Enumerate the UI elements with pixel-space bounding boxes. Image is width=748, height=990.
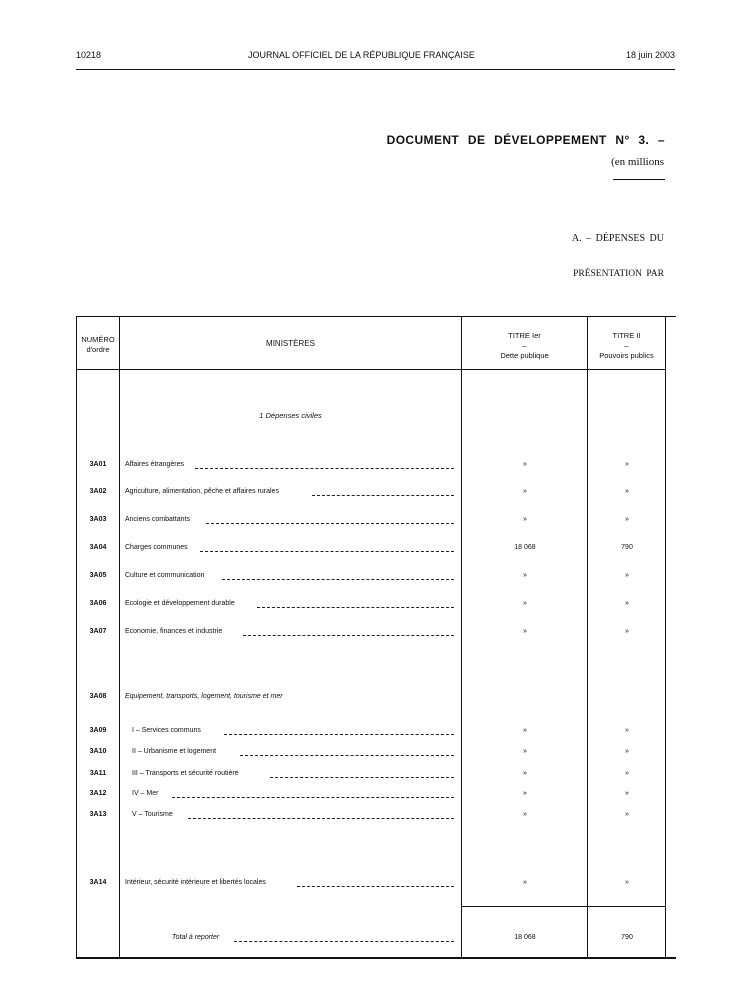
row-titre1: »	[523, 516, 527, 523]
row-label: Agriculture, alimentation, pêche et affaires rurales	[125, 488, 279, 495]
row-titre1: »	[523, 879, 527, 886]
row-titre2: »	[625, 790, 629, 797]
row-titre2: »	[625, 516, 629, 523]
row-code: 3A13	[89, 811, 107, 818]
row-code: 3A09	[89, 727, 107, 734]
row-label: Equipement, transports, logement, tourisme et mer	[125, 693, 283, 700]
row-label: Intérieur, sécurité intérieure et libertés locales	[125, 879, 266, 886]
page-date: 18 juin 2003	[625, 50, 675, 60]
row-code: 3A12	[89, 790, 107, 797]
leader-dots	[243, 635, 454, 636]
total-titre1: 18 068	[514, 934, 536, 941]
leader-dots	[240, 755, 454, 756]
col-header-ministeres: MINISTÈRES	[266, 339, 315, 348]
row-titre2: »	[625, 811, 629, 818]
row-titre1: »	[523, 600, 527, 607]
unit-note: (en millions	[611, 156, 664, 168]
row-code: 3A10	[89, 748, 107, 755]
col-divider	[665, 316, 666, 958]
total-label: Total à reporter	[172, 934, 220, 941]
group-heading: 1 Dépenses civiles	[259, 411, 322, 420]
row-label: I – Services communs	[132, 727, 201, 734]
row-label: III – Transports et sécurité routière	[132, 770, 239, 777]
row-label: Anciens combattants	[125, 516, 190, 523]
section-title: A. – DÉPENSES DU	[571, 233, 664, 244]
col-header-titre2: TITRE II – Pouvoirs publics	[599, 331, 654, 360]
row-titre2: »	[625, 600, 629, 607]
row-titre1: »	[523, 811, 527, 818]
row-titre2: »	[625, 628, 629, 635]
col-divider	[76, 316, 77, 958]
leader-dots	[224, 734, 454, 735]
row-titre1: »	[523, 628, 527, 635]
row-titre1: »	[523, 488, 527, 495]
table-bottom-rule	[76, 957, 676, 959]
row-titre2: »	[625, 461, 629, 468]
row-titre1: 18 068	[514, 544, 536, 551]
row-titre2: 790	[621, 544, 633, 551]
row-code: 3A02	[89, 488, 107, 495]
row-code: 3A06	[89, 600, 107, 607]
leader-dots	[195, 468, 454, 469]
unit-rule	[613, 179, 665, 180]
row-label: II – Urbanisme et logement	[132, 748, 217, 755]
row-titre1: »	[523, 572, 527, 579]
leader-dots	[200, 551, 454, 552]
col-divider	[461, 316, 462, 958]
total-titre2: 790	[621, 934, 633, 941]
row-code: 3A01	[89, 461, 107, 468]
row-titre1: »	[523, 461, 527, 468]
row-titre1: »	[523, 727, 527, 734]
row-titre2: »	[625, 572, 629, 579]
row-label: Affaires étrangères	[125, 461, 185, 468]
row-label: Charges communes	[125, 544, 188, 551]
document-title: DOCUMENT DE DÉVELOPPEMENT N° 3. –	[386, 133, 665, 147]
row-label: IV – Mer	[132, 790, 159, 797]
row-code: 3A05	[89, 572, 107, 579]
row-label: V – Tourisme	[132, 811, 173, 818]
leader-dots	[312, 495, 454, 496]
leader-dots	[270, 777, 454, 778]
leader-dots	[234, 941, 454, 942]
row-code: 3A08	[89, 693, 107, 700]
row-code: 3A14	[89, 879, 107, 886]
row-code: 3A04	[89, 544, 107, 551]
row-titre2: »	[625, 727, 629, 734]
total-rule	[462, 906, 666, 907]
leader-dots	[222, 579, 454, 580]
row-titre2: »	[625, 770, 629, 777]
col-header-titre1: TITRE Ier – Dette publique	[500, 331, 549, 360]
leader-dots	[188, 818, 454, 819]
leader-dots	[257, 607, 454, 608]
header-rule	[76, 69, 675, 70]
leader-dots	[172, 797, 454, 798]
row-titre2: »	[625, 488, 629, 495]
row-titre1: »	[523, 790, 527, 797]
subsection-title: PRÉSENTATION PAR	[573, 269, 664, 279]
row-label: Economie, finances et industrie	[125, 628, 223, 635]
row-titre1: »	[523, 748, 527, 755]
col-divider	[587, 316, 588, 958]
table-top-rule	[76, 316, 676, 317]
page-number: 10218	[76, 50, 102, 60]
row-code: 3A07	[89, 628, 107, 635]
leader-dots	[297, 886, 454, 887]
row-label: Culture et communication	[125, 572, 205, 579]
row-titre2: »	[625, 879, 629, 886]
journal-title: JOURNAL OFFICIEL DE LA RÉPUBLIQUE FRANÇAISE	[248, 50, 475, 60]
row-titre1: »	[523, 770, 527, 777]
row-code: 3A11	[89, 770, 107, 777]
table-header-rule	[76, 369, 666, 370]
col-header-numero: NUMÉRO d'ordre	[81, 335, 115, 354]
row-titre2: »	[625, 748, 629, 755]
leader-dots	[206, 523, 454, 524]
row-label: Ecologie et développement durable	[125, 600, 235, 607]
row-code: 3A03	[89, 516, 107, 523]
